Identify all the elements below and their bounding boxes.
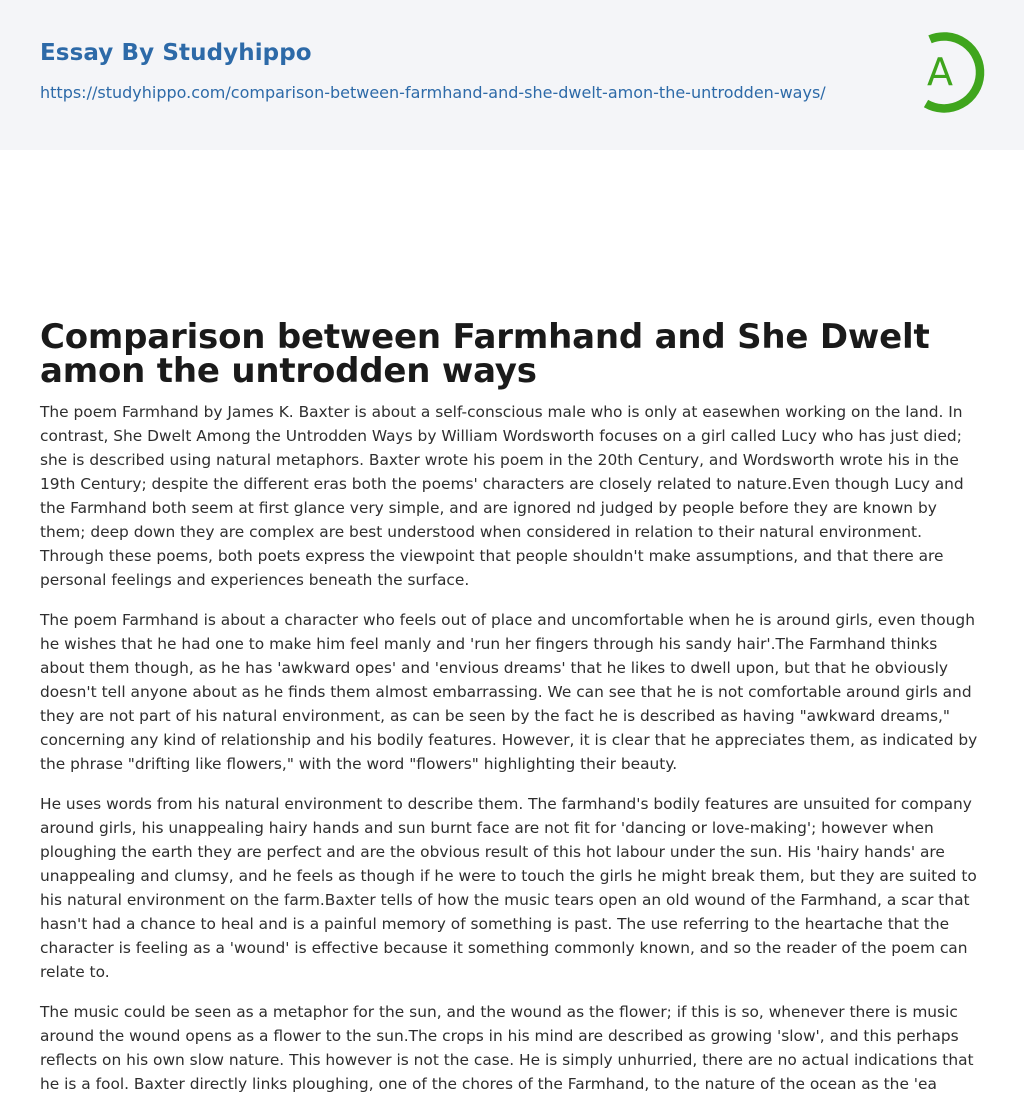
essay-body: [0, 388, 1024, 1096]
logo-letter: A: [927, 50, 953, 94]
essay-paragraph-2: The poem Farmhand is about a character who feels out of place and uncomfortable when he is around girls, even though he wishes that he had one to make him feel manly and 'run her fingers through his sandy hair'.The Farmhand thinks about them though, as he has 'awkward opes' and 'envious dreams' that he likes to dwell upon, but that he obviously doesn't tell anyone about as he finds them almost embarrassing. We can see that he is not comfortable around girls and they are not part of his natural environment, as can be seen by the fact he is described as having "awkward dreams," concerning any kind of relationship and his bodily features. However, it is clear that he appreciates them, as indicated by the phrase "drifting like flowers," with the word "flowers" highlighting their beauty.: [40, 611, 978, 773]
logo-svg: [902, 28, 988, 116]
studyhippo-logo-icon[interactable]: [902, 28, 988, 116]
essay-title: Comparison between Farmhand and She Dwelt amon the untrodden ways: [40, 317, 930, 391]
essay-paragraph-4: The music could be seen as a metaphor for the sun, and the wound as the flower; if this is so, whenever there is music around the wound opens as a flower to the sun.The crops in his mind are described as growing 'slow', and this perhaps reflects on his own slow nature. This however is not the case. He is simply unhurried, there are no actual indications that he is a fool. Baxter directly links ploughing, one of the chores of the Farmhand, to the nature of the ocean as the 'ea: [40, 1003, 974, 1093]
essay-url-link[interactable]: https://studyhippo.com/comparison-between-farmhand-and-she-dwelt-amon-the-untrodden-ways/: [40, 83, 826, 102]
essay-paragraph-1: The poem Farmhand by James K. Baxter is about a self-conscious male who is only at easewhen working on the land. In contrast, She Dwelt Among the Untrodden Ways by William Wordsworth focuses on a girl called Lucy who has just died; she is described using natural metaphors. Baxter wrote his poem in the 20th Century, and Wordsworth wrote his in the 19th Century; despite the different eras both the poems' characters are closely related to nature.Even though Lucy and the Farmhand both seem at first glance very simple, and are ignored nd judged by people before they are known by them; deep down they are complex are best understood when considered in relation to their natural environment. Through these poems, both poets express the viewpoint that people shouldn't make assumptions, and that there are personal feelings and experiences beneath the surface.: [40, 403, 964, 589]
essay-paragraph-3: He uses words from his natural environment to describe them. The farmhand's bodily features are unsuited for company around girls, his unappealing hairy hands and sun burnt face are not fit for 'dancing or love-making'; however when ploughing the earth they are perfect and are the obvious result of this hot labour under the sun. His 'hairy hands' are unappealing and clumsy, and he feels as though if he were to touch the girls he might break them, but they are suited to his natural environment on the farm.Baxter tells of how the music tears open an old wound of the Farmhand, a scar that hasn't had a chance to heal and is a painful memory of something is past. The use referring to the heartache that the character is feeling as a 'wound' is effective because it something commonly known, and so the reader of the poem can relate to.: [40, 795, 977, 981]
site-brand[interactable]: Essay By Studyhippo: [40, 40, 312, 66]
site-header: [0, 0, 1024, 150]
